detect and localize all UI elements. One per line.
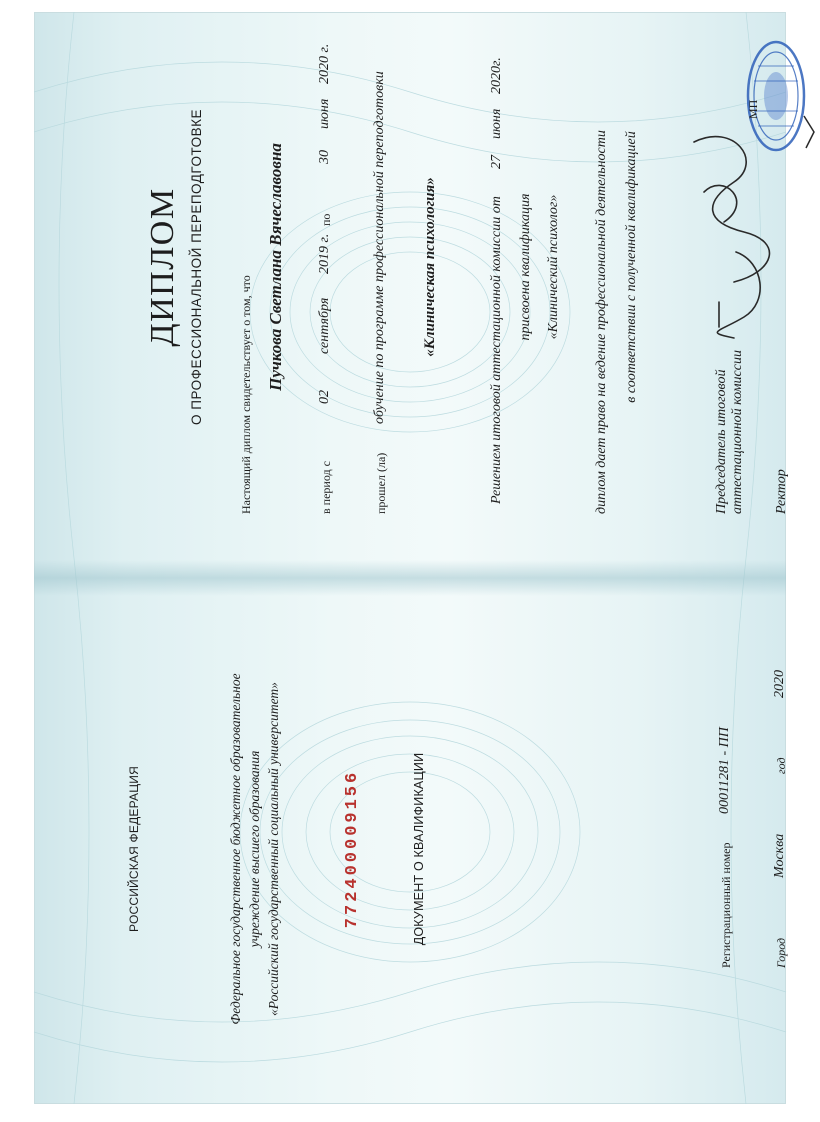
from-year: 2019 г.	[317, 233, 332, 274]
qualification-name: «Клинический психолог»	[546, 194, 561, 340]
issuing-organization	[226, 673, 283, 1024]
program-name: «Клиническая психология»	[422, 177, 438, 357]
decision-day: 27	[489, 155, 504, 169]
decision-month: июня	[489, 108, 504, 139]
decision-year: 2020г.	[489, 57, 504, 94]
commission-chair-title	[714, 350, 746, 514]
rights-line-1: диплом дает право на ведение профессиональной деятельности	[594, 130, 609, 514]
to-year: 2020 г.	[317, 43, 332, 84]
year-value: 2020	[772, 670, 787, 698]
passed-label: прошел (ла)	[374, 452, 388, 514]
year-label: год	[774, 757, 788, 774]
rector-title: Ректор	[774, 469, 789, 514]
chair-line-2: аттестационной комиссии	[730, 350, 745, 514]
registration-label: Регистрационный номер	[719, 842, 733, 968]
org-line-1: Федеральное государственное бюджетное образовательное	[228, 673, 243, 1025]
document-type-title: ДОКУМЕНТ О КВАЛИФИКАЦИИ	[412, 752, 426, 946]
assigned-text: присвоена квалификация	[518, 193, 533, 341]
diploma-subtitle: О ПРОФЕССИОНАЛЬНОЙ ПЕРЕПОДГОТОВКЕ	[189, 109, 204, 425]
period-label: в период с	[319, 461, 333, 514]
registration-number: 00011281 - ПП	[717, 727, 732, 814]
passed-value: обучение по программе профессиональной переподготовки	[372, 71, 387, 424]
rights-line-2: в соответствии с полученной квалификацией	[624, 131, 639, 403]
org-line-2: учреждение высшего образования	[247, 750, 262, 948]
diploma-text-frame	[34, 12, 789, 1104]
serial-number: 772400009156	[343, 769, 362, 929]
to-day: 30	[317, 150, 332, 164]
from-day: 02	[317, 390, 332, 404]
country-name: РОССИЙСКАЯ ФЕДЕРАЦИЯ	[127, 766, 141, 932]
chair-line-1: Председатель итоговой	[714, 369, 729, 514]
graduate-name: Пучкова Светлана Вячеславовна	[266, 143, 285, 391]
check-mark	[800, 112, 820, 152]
city-label: Город	[774, 937, 788, 968]
from-month: сентября	[317, 297, 332, 354]
diploma-sheet	[34, 12, 789, 1104]
mp-seal-mark: МП	[746, 99, 760, 119]
diploma-title: ДИПЛОМ	[144, 187, 181, 347]
to-label: по	[319, 213, 333, 226]
decision-label: Решением итоговой аттестационной комиссии от	[489, 196, 504, 504]
city-value: Москва	[772, 833, 787, 878]
intro-text: Настоящий диплом свидетельствует о том, что	[239, 275, 253, 514]
org-line-3: «Российский государственный социальный университет»	[266, 682, 281, 1016]
to-month: июня	[317, 98, 332, 129]
